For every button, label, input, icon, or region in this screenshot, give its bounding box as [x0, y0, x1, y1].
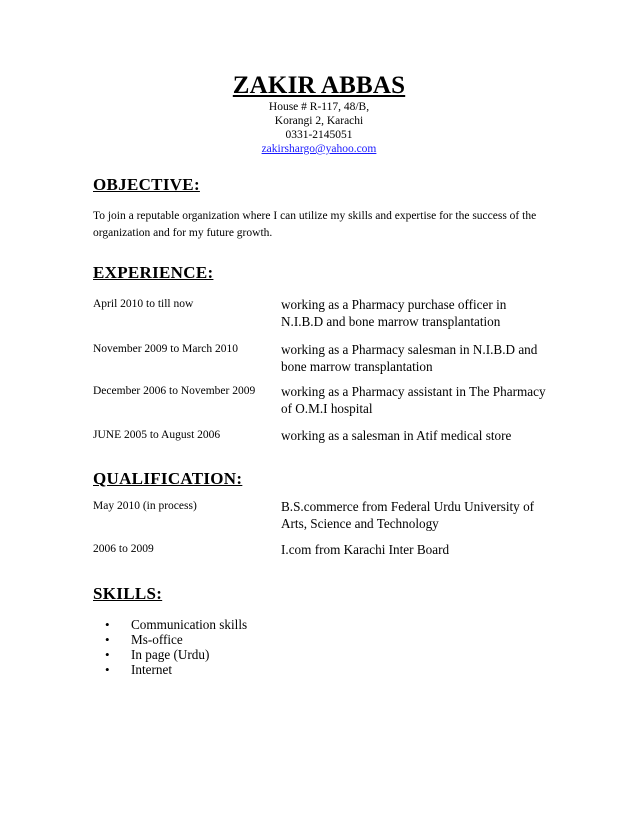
- bullet-icon: •: [105, 662, 110, 677]
- objective-text: To join a reputable organization where I can utilize my skills and expertise for the success of the organization and for my future growth.: [93, 210, 537, 239]
- experience-period: JUNE 2005 to August 2006: [93, 429, 221, 441]
- experience-description: working as a Pharmacy salesman in N.I.B.D and bone marrow transplantation: [281, 342, 538, 374]
- experience-period: November 2009 to March 2010: [93, 343, 238, 355]
- experience-period: December 2006 to November 2009: [93, 385, 256, 397]
- skill-label: Communication skills: [131, 617, 248, 632]
- bullet-icon: •: [105, 647, 110, 662]
- skill-item: [100, 662, 247, 677]
- skills-heading: SKILLS:: [93, 584, 163, 603]
- experience-description: working as a salesman in Atif medical store: [281, 428, 512, 443]
- qualification-description: B.S.commerce from Federal Urdu University of Arts, Science and Technology: [281, 499, 535, 531]
- qualification-heading: QUALIFICATION:: [93, 469, 243, 488]
- bullet-icon: •: [105, 617, 110, 632]
- qualification-period: 2006 to 2009: [93, 543, 154, 555]
- qualification-description: I.com from Karachi Inter Board: [281, 542, 450, 557]
- contact-block: [233, 72, 405, 156]
- experience-heading: EXPERIENCE:: [93, 263, 214, 282]
- resume-header: [0, 72, 638, 157]
- candidate-name: ZAKIR ABBAS: [232, 72, 406, 99]
- qualification-period: May 2010 (in process): [93, 500, 197, 512]
- address-line-1: House # R-117, 48/B,: [268, 101, 370, 113]
- objective-heading: OBJECTIVE:: [93, 175, 200, 194]
- experience-description: working as a Pharmacy assistant in The Pharmacy of O.M.I hospital: [281, 384, 546, 416]
- experience-description: working as a Pharmacy purchase officer in N.I.B.D and bone marrow transplantation: [281, 297, 507, 329]
- skill-item: [100, 632, 247, 647]
- skill-label: Internet: [131, 662, 173, 677]
- skill-label: In page (Urdu): [131, 647, 210, 662]
- skill-label: Ms-office: [131, 632, 183, 647]
- bullet-icon: •: [105, 632, 110, 647]
- address-line-2: Korangi 2, Karachi: [274, 115, 364, 127]
- experience-period: April 2010 to till now: [93, 298, 194, 310]
- email-link[interactable]: zakirshargo@yahoo.com: [261, 143, 377, 155]
- skills-list: [100, 617, 247, 677]
- phone-number: 0331-2145051: [285, 129, 353, 141]
- skill-item: [100, 647, 247, 662]
- skill-item: [100, 617, 247, 632]
